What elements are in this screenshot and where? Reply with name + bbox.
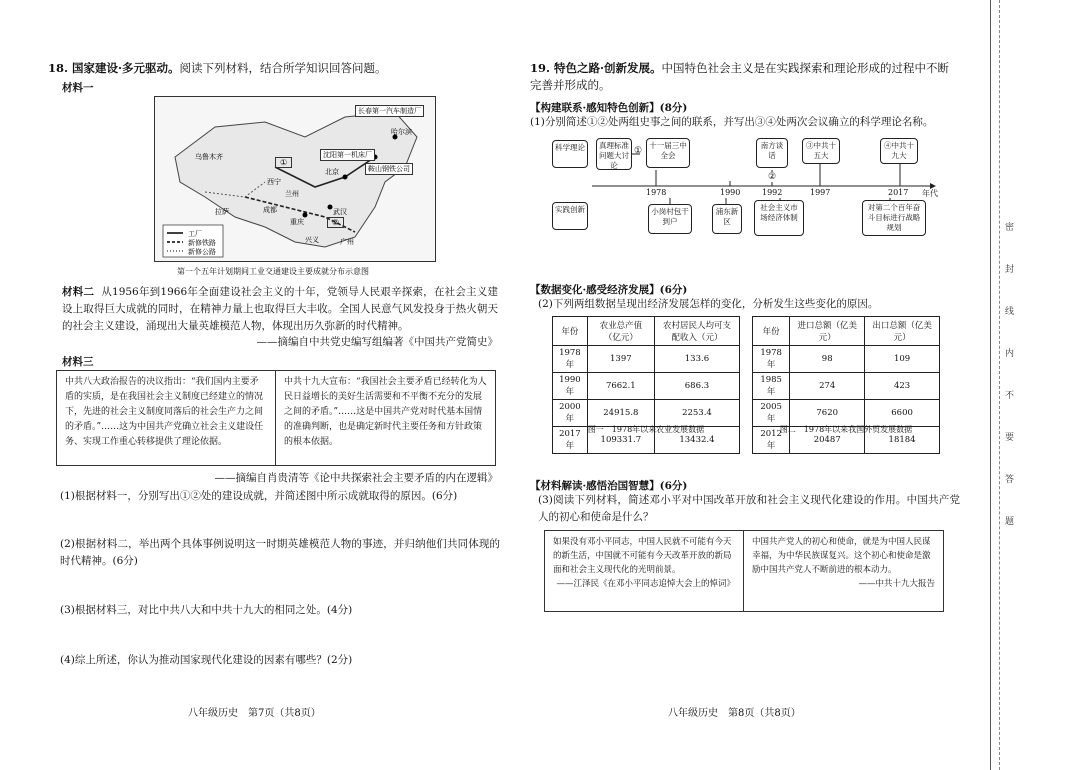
table-cell: 1985年 (753, 373, 790, 400)
q19-intro: 中国特色社会主义是在实践探索和理论形成的过程中不断完善并形成的。 (530, 61, 950, 92)
map-label-urumqi: 乌鲁木齐 (195, 153, 223, 161)
table-cell: 20487 (790, 427, 865, 454)
table-cell: 133.6 (654, 346, 739, 373)
timeline-axis-unit: 年代 (922, 189, 938, 198)
q18-header (48, 60, 498, 77)
part1-title: 【构建联系·感知特色创新】(8分) (530, 102, 688, 114)
timeline-year-2017: 2017 (888, 188, 909, 197)
table-cell: 1990年 (553, 373, 588, 400)
map-label-lanzhou: 兰州 (285, 190, 299, 198)
map-label-wuhan: 武汉 (333, 208, 347, 216)
table-cell: 2017年 (553, 427, 588, 454)
question-19-2: (2)下列两组数据呈现出经济发展怎样的变化，分析发生这些变化的原因。 (538, 298, 879, 310)
table-cell: 2253.4 (654, 400, 739, 427)
table-cell: 18184 (865, 427, 940, 454)
legend-factory: 工厂 (188, 230, 202, 238)
material-2-source: ——摘编自中共党史编写组编著《中国共产党简史》 (256, 336, 498, 348)
table-cell: 7620 (790, 400, 865, 427)
material-2-label: 材料二 (62, 286, 95, 298)
question-19-1: (1)分别简述①②处两组史事之间的联系，并写出③④处两次会议确立的科学理论名称。 (530, 116, 934, 128)
table-header: 农村居民人均可支配收入（元） (654, 317, 739, 346)
part3-title: 【材料解读·感悟治国智慧】(6分) (530, 480, 688, 492)
table-row (553, 373, 740, 400)
table-row (753, 346, 940, 373)
table-cell: 13432.4 (654, 427, 739, 454)
table-row (753, 400, 940, 427)
table-2-caption: 图二 1978年以来我国外贸发展数据 (779, 425, 913, 434)
map-caption: 第一个五年计划期间工业交通建设主要成就分布示意图 (177, 267, 369, 276)
table-header-row (753, 317, 940, 346)
quote-right-text: 中国共产党人的初心和使命，就是为中国人民谋幸福，为中华民族谋复兴。这个初心和使命是激励中国共产党人不断前进的根本动力。 (752, 537, 931, 575)
map-label-lhasa: 拉萨 (215, 208, 229, 216)
question-18-4: (4)综上所述，你认为推动国家现代化建设的因素有哪些？(2分) (60, 654, 353, 666)
binding-margin (990, 0, 1080, 770)
timeline-centennial-goal: 对第二个百年奋斗目标进行战略规划 (862, 200, 926, 236)
seal-char: 密 (1005, 223, 1015, 233)
quote-left-source: ——江泽民《在邓小平同志追悼大会上的悼词》 (556, 579, 735, 589)
map-label-harbin: 哈尔滨 (391, 128, 412, 136)
seal-line (999, 0, 1000, 770)
timeline-practice-label: 实践创新 (552, 202, 588, 230)
page-footer-left: 八年级历史 第7页（共8页） (188, 708, 321, 719)
timeline-year-1990: 1990 (720, 188, 741, 197)
map-label-chengdu: 成都 (263, 206, 277, 214)
table-cell: 686.3 (654, 373, 739, 400)
legend-railway: 新修铁路 (188, 239, 216, 247)
map-label-changchun: 长春第一汽车制造厂 (355, 105, 424, 117)
map-label-beijing: 北京 (325, 168, 339, 176)
table-cell: 1978年 (553, 346, 588, 373)
timeline-19th-congress: ④中共十九大 (880, 138, 918, 164)
table-cell: 6600 (865, 400, 940, 427)
table-header: 农业总产值（亿元） (587, 317, 654, 346)
timeline-year-1978: 1978 (646, 188, 667, 197)
material-2 (62, 284, 498, 335)
table-cell: 2012年 (753, 427, 790, 454)
q18-title: 18. 国家建设·多元驱动。 (48, 61, 180, 75)
table-header: 年份 (753, 317, 790, 346)
table-row (753, 373, 940, 400)
material-quote-box (544, 530, 944, 612)
table-cell: 7662.1 (587, 373, 654, 400)
timeline-truth-debate: 真理标准问题大讨论 (596, 138, 632, 170)
timeline-southern-tour: 南方谈话 (756, 138, 788, 168)
table-cell: 274 (790, 373, 865, 400)
table-row (553, 346, 740, 373)
question-18-3: (3)根据材料三，对比中共八大和中共十九大的相同之处。(4分) (60, 604, 353, 616)
q18-instruction: 阅读下列材料，结合所学知识回答问题。 (179, 61, 387, 75)
map-label-guangzhou: 广州 (340, 238, 354, 246)
table-header-row (553, 317, 740, 346)
table-header: 进口总额（亿美元） (790, 317, 865, 346)
table-cell: 423 (865, 373, 940, 400)
seal-char: 内 (1005, 349, 1015, 359)
timeline-market-economy: 社会主义市场经济体制 (754, 200, 804, 236)
material-3-source: ——摘编自肖贵清等《论中共探索社会主要矛盾的内在逻辑》 (214, 472, 498, 484)
quote-right-source: ——中共十九大报告 (858, 579, 935, 589)
material-3-left-text: 中共八大政治报告的决议指出：“我们国内主要矛盾的实质，是在我国社会主义制度已经建立的情况下，先进的社会主义制度同落后的社会生产力之间的矛盾。”……这为中国共产党确立社会主义建设任务、实现工作重心转移提供了理论依据。 (57, 371, 276, 465)
material-3-box (56, 370, 496, 466)
table-cell: 24915.8 (587, 400, 654, 427)
question-18-1: (1)根据材料一，分别写出①②处的建设成就，并简述图中所示成就取得的原因。(6分) (60, 490, 458, 502)
page-footer-right: 八年级历史 第8页（共8页） (668, 708, 801, 719)
legend-road: 新修公路 (188, 248, 216, 256)
timeline-theory-label: 科学理论 (552, 140, 588, 168)
table-1-caption: 图一 1978年以来农业发展数据 (587, 425, 705, 434)
table-row (553, 400, 740, 427)
quote-left (545, 531, 744, 611)
material-3-right-text: 中共十九大宣布：“我国社会主要矛盾已经转化为人民日益增长的美好生活需要和不平衡不充分的发展之间的矛盾。”……这是中国共产党对时代基本国情的准确判断，也是确定新时代主要任务和方针政策的根本依据。 (284, 377, 487, 447)
map-label-chongqing: 重庆 (290, 218, 304, 226)
seal-char: 要 (1005, 433, 1015, 443)
timeline-pudong: 浦东新区 (712, 204, 742, 234)
table-cell: 2000年 (553, 400, 588, 427)
material-1-label: 材料一 (62, 82, 94, 94)
timeline-marker-1: ① (634, 146, 643, 156)
map-marker-2: ② (327, 217, 344, 228)
table-header: 年份 (553, 317, 588, 346)
timeline-marker-2: ② (768, 172, 777, 182)
timeline-diagram (530, 134, 960, 238)
timeline-third-plenum: 十一届三中全会 (646, 138, 690, 168)
timeline-xiaogang: 小岗村包干到户 (648, 204, 692, 234)
map-label-xining: 西宁 (267, 178, 281, 186)
map-label-shenyang: 沈阳第一机床厂 (320, 149, 375, 161)
map-marker-1: ① (275, 157, 292, 168)
q19-title: 19. 特色之路·创新发展。 (530, 61, 662, 75)
table-header: 出口总额（亿美元） (865, 317, 940, 346)
material-2-text: 从1956年到1966年全面建设社会主义的十年，党领导人民艰辛探索，在社会主义建设上取得巨大成就的同时，在精神力量上也取得巨大丰收。全国人民意气风发投身于热火朝天的社会主义建设，涌现出大量英雄模范人物，体现出历久弥新的时代精神。 (62, 286, 498, 332)
material-3-label: 材料三 (62, 356, 94, 368)
table-cell: 2005年 (753, 400, 790, 427)
table-cell: 1397 (587, 346, 654, 373)
seal-char: 题 (1005, 517, 1015, 527)
table-cell: 98 (790, 346, 865, 373)
part2-title: 【数据变化·感受经济发展】(6分) (530, 284, 688, 296)
question-18-2: (2)根据材料二，举出两个具体事例说明这一时期英雄模范人物的事迹，并归纳他们共同体现的时代精神。(6分) (60, 538, 500, 567)
industrial-map (154, 96, 436, 262)
seal-char: 线 (1005, 307, 1015, 317)
seal-char: 不 (1005, 391, 1015, 401)
timeline-year-1992: 1992 (762, 188, 783, 197)
table-cell: 1978年 (753, 346, 790, 373)
quote-right (744, 531, 943, 611)
question-19-3: (3)阅读下列材料，简述邓小平对中国改革开放和社会主义现代化建设的作用。中国共产党人的初心和使命是什么？ (538, 494, 960, 523)
quote-left-text: 如果没有邓小平同志，中国人民就不可能有今天的新生活，中国就不可能有今天改革开放的新局面和社会主义现代化的光明前景。 (553, 537, 732, 575)
seal-char: 答 (1005, 475, 1015, 485)
timeline-15th-congress: ③中共十五大 (802, 138, 840, 164)
map-label-xingyi: 兴义 (305, 236, 319, 244)
table-cell: 109331.7 (587, 427, 654, 454)
q19-header (530, 60, 960, 94)
map-label-anshan: 鞍山钢铁公司 (365, 163, 413, 175)
seal-char: 封 (1005, 265, 1015, 275)
table-cell: 109 (865, 346, 940, 373)
timeline-year-1997: 1997 (810, 188, 831, 197)
